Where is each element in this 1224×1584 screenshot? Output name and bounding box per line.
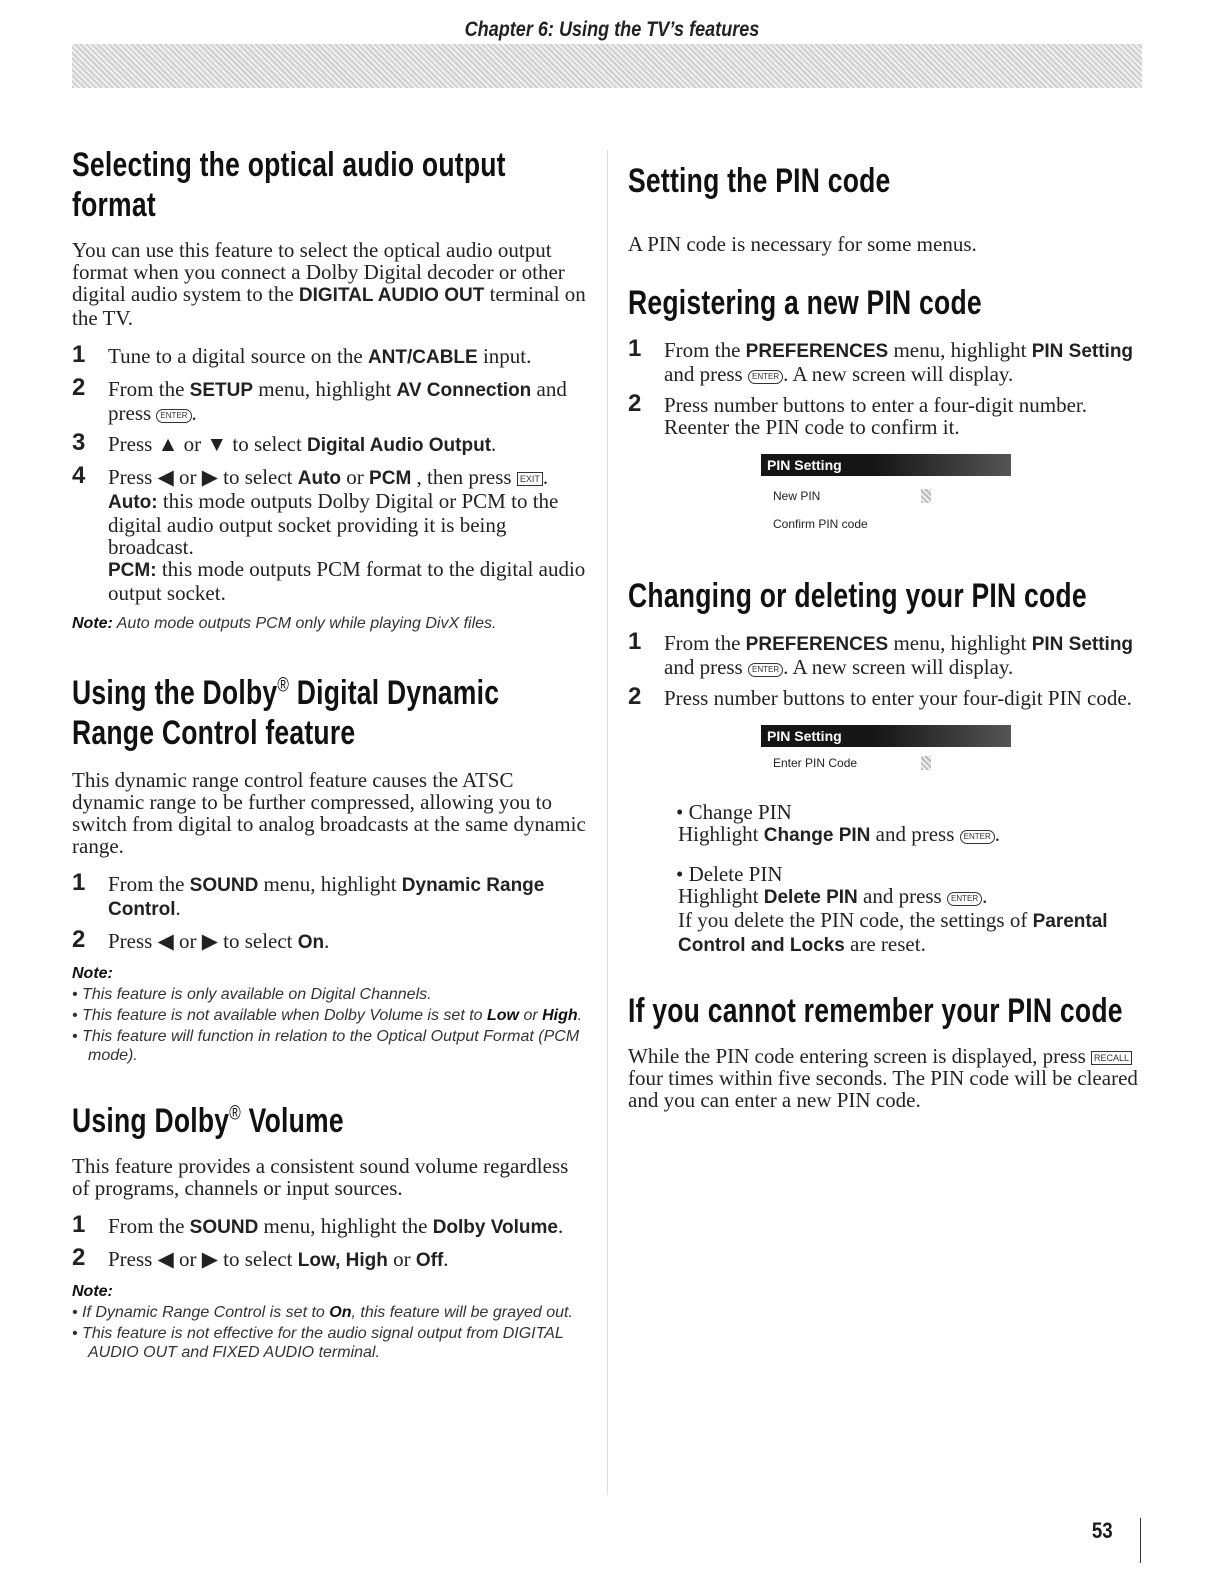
step: 2 Press number buttons to enter your four-digit PIN code. bbox=[628, 683, 1132, 710]
page-number: 53 bbox=[1091, 1518, 1113, 1543]
option-description: PCM: this mode outputs PCM format to the digital audio output socket. bbox=[108, 557, 586, 605]
note-item: • This feature is only available on Digital Channels. bbox=[72, 986, 432, 1003]
section-intro: You can use this feature to select the optical audio output format when you connect a Dolby Digital decoder or other digital audio system to the DIGITAL AUDIO OUT terminal on the TV. bbox=[72, 238, 586, 330]
note-item: • This feature is not available when Dolby Volume is set to Low or High. bbox=[72, 1007, 583, 1024]
section-setting-pin bbox=[628, 161, 1148, 255]
step: 4 Press ◀ or ▶ to select Auto or PCM , then press EXIT . bbox=[72, 462, 549, 489]
step: 1 From the PREFERENCES menu, highlight PIN Setting and press ENTER . A new screen will display. bbox=[628, 628, 1134, 679]
section-forgot-pin bbox=[628, 991, 1148, 1111]
menu-row: Confirm PIN code bbox=[773, 517, 868, 531]
note-item: • This feature is not effective for the audio signal output from DIGITAL AUDIO OUT and FIXED AUDIO terminal. bbox=[72, 1325, 564, 1361]
bullet-text: Highlight Change PIN and press ENTER . bbox=[678, 822, 1000, 846]
section-intro: A PIN code is necessary for some menus. bbox=[628, 232, 977, 256]
section-dynamic-range bbox=[72, 673, 588, 1065]
step: 1 From the SOUND menu, highlight the Dolby Volume. bbox=[72, 1211, 564, 1238]
section-change-pin bbox=[628, 576, 1148, 957]
pin-input-field bbox=[921, 489, 931, 503]
section-dolby-volume bbox=[72, 1101, 588, 1362]
enter-button-icon: ENTER bbox=[947, 892, 982, 906]
enter-button-icon: ENTER bbox=[748, 370, 783, 384]
left-column bbox=[72, 145, 588, 1362]
bullet-text: Highlight Delete PIN and press ENTER . If you delete the PIN code, the settings of Parental Control and Locks are reset. bbox=[678, 884, 1108, 956]
section-title: Registering a new PIN code bbox=[628, 284, 982, 322]
step: 2 From the SETUP menu, highlight AV Connection and press ENTER . bbox=[72, 374, 567, 425]
section-title: If you cannot remember your PIN code bbox=[628, 992, 1123, 1030]
enter-button-icon: ENTER bbox=[156, 409, 191, 423]
step: 1 From the SOUND menu, highlight Dynamic Range Control. bbox=[72, 869, 545, 920]
menu-row: New PIN bbox=[761, 488, 1011, 504]
chapter-title: Chapter 6: Using the TV’s features bbox=[464, 18, 760, 41]
section-register-pin bbox=[628, 283, 1148, 532]
menu-header: PIN Setting bbox=[761, 454, 1011, 476]
menu-row: Enter PIN Code bbox=[761, 755, 1011, 771]
step: 1 Tune to a digital source on the ANT/CABLE input. bbox=[72, 341, 532, 368]
enter-button-icon: ENTER bbox=[748, 663, 783, 677]
step: 2 Press ◀ or ▶ to select Low, High or Off. bbox=[72, 1244, 449, 1271]
step: 2 Press ◀ or ▶ to select On. bbox=[72, 926, 330, 953]
option-description: Auto: this mode outputs Dolby Digital or PCM to the digital audio output socket providing it is being broadcast. bbox=[108, 489, 559, 559]
section-title: Using the Dolby® Digital Dynamic Range Control feature bbox=[72, 674, 500, 752]
exit-button-icon: EXIT bbox=[517, 472, 543, 486]
section-optical-audio bbox=[72, 145, 588, 633]
section-title: Using Dolby® Volume bbox=[72, 1102, 344, 1140]
section-title: Setting the PIN code bbox=[628, 162, 891, 200]
step: 1 From the PREFERENCES menu, highlight PIN Setting and press ENTER . A new screen will display. bbox=[628, 335, 1134, 386]
note-label: Note: bbox=[72, 965, 113, 982]
section-intro: This dynamic range control feature causes the ATSC dynamic range to be further compressed, allowing you to switch from digital to analog broadcasts at the same dynamic range. bbox=[72, 768, 586, 858]
pin-setting-menu-screenshot bbox=[761, 725, 1011, 771]
note-label: Note: bbox=[72, 1283, 113, 1300]
step: 2 Press number buttons to enter a four-digit number. Reenter the PIN code to confirm it. bbox=[628, 390, 1088, 439]
menu-header: PIN Setting bbox=[761, 725, 1011, 747]
note: Note: Auto mode outputs PCM only while playing DivX files. bbox=[72, 615, 497, 632]
bullet-title: • Delete PIN bbox=[676, 862, 783, 886]
recall-button-icon: RECALL bbox=[1091, 1051, 1132, 1065]
page-number-rule bbox=[1140, 1518, 1141, 1563]
section-intro: While the PIN code entering screen is displayed, press RECALL four times within five seconds. The PIN code will be cleared and you can enter a new PIN code. bbox=[628, 1044, 1138, 1112]
note-item: • This feature will function in relation to the Optical Output Format (PCM mode). bbox=[72, 1028, 580, 1064]
pin-setting-menu-screenshot bbox=[761, 454, 1011, 532]
right-column bbox=[628, 145, 1148, 1111]
note-item: • If Dynamic Range Control is set to On, this feature will be grayed out. bbox=[72, 1304, 573, 1321]
enter-button-icon: ENTER bbox=[960, 830, 995, 844]
section-title: Changing or deleting your PIN code bbox=[628, 577, 1087, 615]
bullet-title: • Change PIN bbox=[676, 800, 792, 824]
column-divider bbox=[607, 150, 608, 1495]
section-intro: This feature provides a consistent sound volume regardless of programs, channels or input sources. bbox=[72, 1154, 569, 1200]
section-title: Selecting the optical audio output format bbox=[72, 146, 506, 224]
step: 3 Press ▲ or ▼ to select Digital Audio Output. bbox=[72, 429, 497, 456]
pin-input-field bbox=[921, 756, 931, 770]
chapter-header-bar bbox=[72, 44, 1142, 88]
